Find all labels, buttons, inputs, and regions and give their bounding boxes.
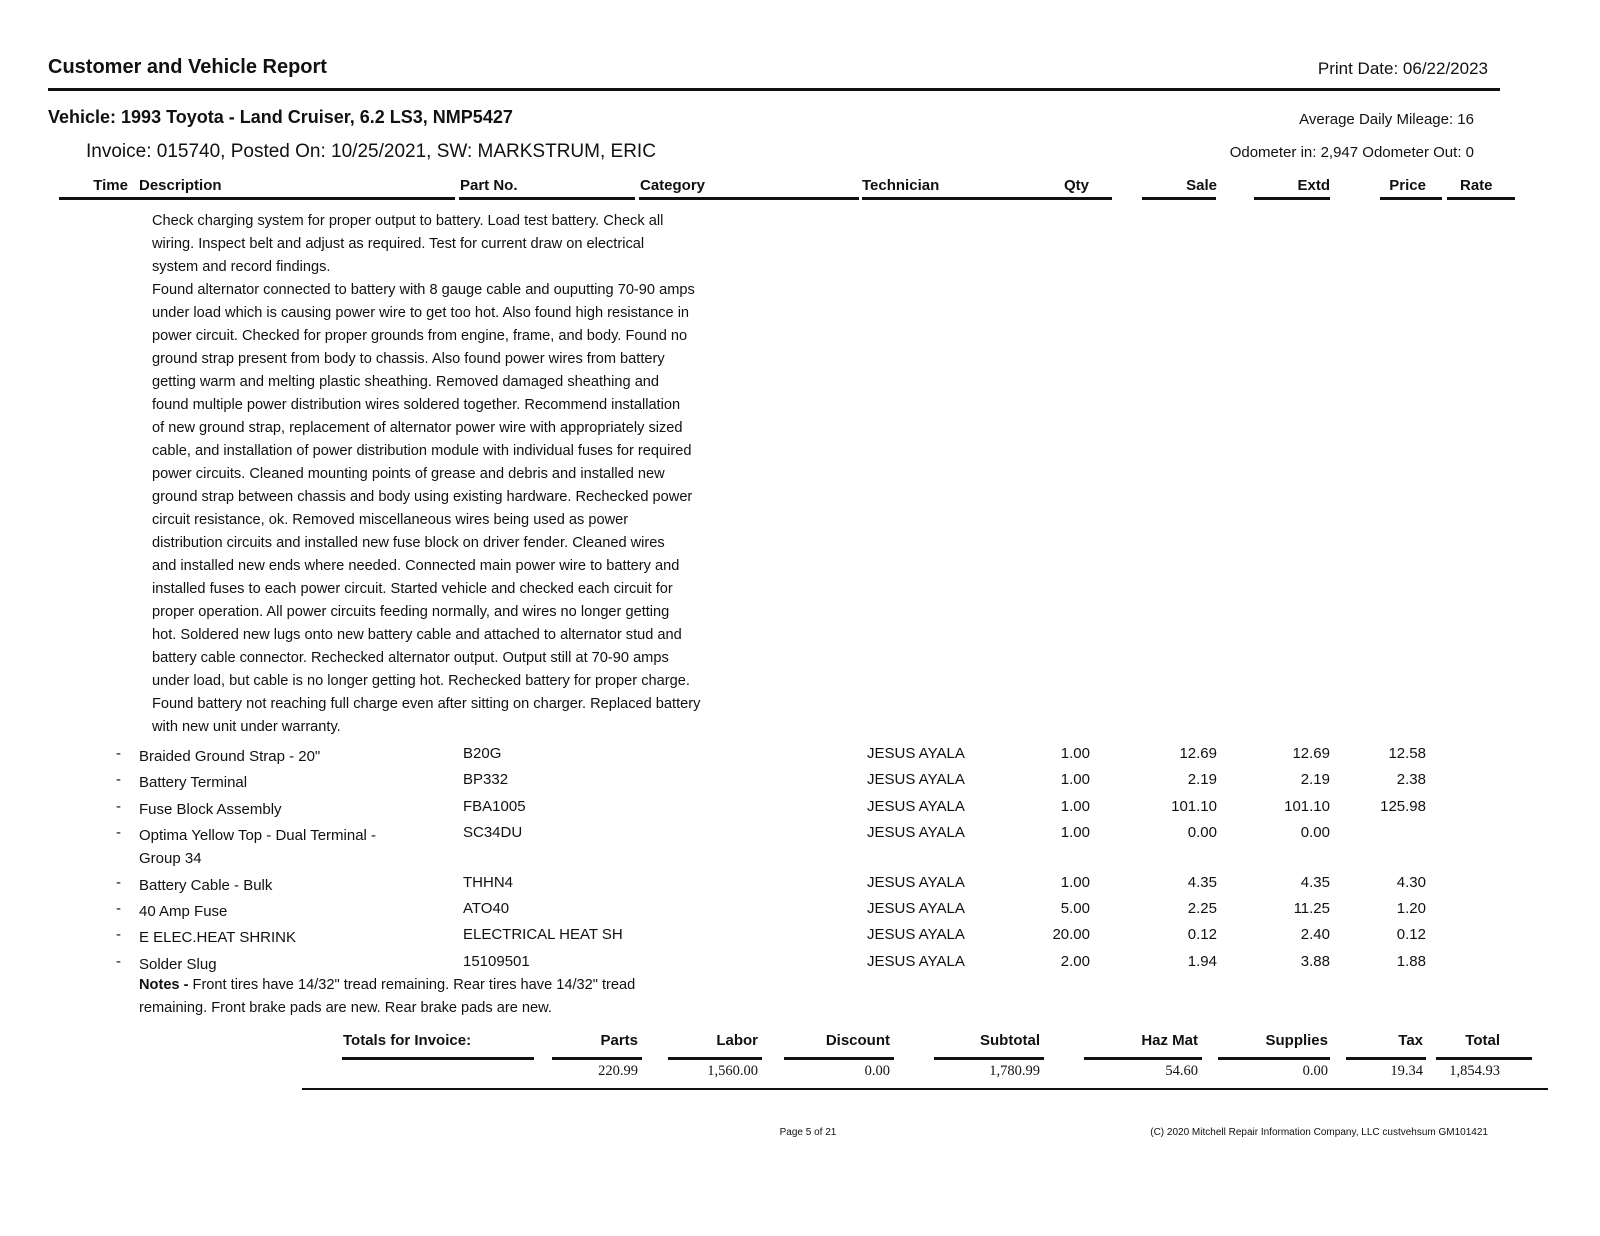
part-technician: JESUS AYALA <box>867 900 965 917</box>
part-extd: 2.40 <box>1300 926 1330 943</box>
description-line: installed fuses to each power circuit. Started vehicle and checked each circuit for <box>152 581 673 597</box>
totals-underline <box>552 1057 642 1060</box>
col-underline <box>639 197 859 200</box>
part-technician: JESUS AYALA <box>867 824 965 841</box>
part-technician: JESUS AYALA <box>867 874 965 891</box>
part-number: B20G <box>463 745 502 762</box>
part-number: THHN4 <box>463 874 514 891</box>
part-description-cont: Group 34 <box>139 850 202 867</box>
part-extd: 2.19 <box>1300 771 1330 788</box>
totals-bottom-rule <box>302 1088 1548 1090</box>
average-daily-mileage: Average Daily Mileage: 16 <box>1299 111 1474 128</box>
part-sale: 12.69 <box>1179 745 1217 762</box>
part-technician: JESUS AYALA <box>867 953 965 970</box>
part-number: ATO40 <box>463 900 510 917</box>
part-description: Battery Terminal <box>139 774 248 791</box>
description-line: Check charging system for proper output to battery. Load test battery. Check all <box>152 213 664 229</box>
description-line: cable, and installation of power distribution module with individual fuses for required <box>152 443 692 459</box>
copyright: (C) 2020 Mitchell Repair Information Company, LLC custvehsum GM101421 <box>1150 1127 1488 1138</box>
totals-v-supplies: 0.00 <box>1302 1063 1328 1079</box>
col-technician: Technician <box>862 177 940 194</box>
totals-label: Totals for Invoice: <box>343 1032 472 1049</box>
part-description: Battery Cable - Bulk <box>139 877 273 894</box>
description-line: circuit resistance, ok. Removed miscellaneous wires being used as power <box>152 512 629 528</box>
part-number: BP332 <box>463 771 509 788</box>
description-line: distribution circuits and installed new fuse block on driver fender. Cleaned wires <box>152 535 665 551</box>
table-row <box>0 771 1600 793</box>
totals-underline <box>1084 1057 1202 1060</box>
part-sale: 2.19 <box>1187 771 1217 788</box>
part-technician: JESUS AYALA <box>867 798 965 815</box>
totals-v-labor: 1,560.00 <box>707 1063 758 1079</box>
part-sale: 0.12 <box>1187 926 1217 943</box>
description-line: wiring. Inspect belt and adjust as required. Test for current draw on electrical <box>152 236 645 252</box>
totals-underline <box>668 1057 762 1060</box>
page-number: Page 5 of 21 <box>779 1127 837 1138</box>
description-line: of new ground strap, replacement of alternator power wire with appropriately sized <box>152 420 683 436</box>
vehicle-line: Vehicle: 1993 Toyota - Land Cruiser, 6.2 LS3, NMP5427 <box>48 107 513 127</box>
description-line: under load which is causing power wire to get too hot. Also found high resistance in <box>152 305 690 321</box>
col-underline <box>1380 197 1442 200</box>
part-sale: 101.10 <box>1171 798 1217 815</box>
part-description: E ELEC.HEAT SHRINK <box>139 929 296 946</box>
col-underline <box>1447 197 1515 200</box>
part-price: 1.88 <box>1396 953 1426 970</box>
totals-underline <box>342 1057 534 1060</box>
part-number: SC34DU <box>463 824 523 841</box>
totals-v-parts: 220.99 <box>598 1063 638 1079</box>
col-part-no: Part No. <box>460 177 518 194</box>
part-time: - <box>116 874 121 891</box>
part-description: Fuse Block Assembly <box>139 801 282 818</box>
col-underline <box>1142 197 1216 200</box>
totals-underline <box>1218 1057 1330 1060</box>
description-line: getting warm and melting plastic sheathing. Removed damaged sheathing and <box>152 374 660 390</box>
part-description: Braided Ground Strap - 20" <box>139 748 321 765</box>
totals-h-total: Total <box>1465 1032 1500 1049</box>
totals-underline <box>1346 1057 1426 1060</box>
part-qty: 20.00 <box>1052 926 1090 943</box>
report-title: Customer and Vehicle Report <box>48 56 327 78</box>
description-line: and installed new ends where needed. Connected main power wire to battery and <box>152 558 680 574</box>
part-description: Optima Yellow Top - Dual Terminal - <box>139 827 377 844</box>
part-price: 0.12 <box>1396 926 1426 943</box>
totals-h-subtotal: Subtotal <box>980 1032 1040 1049</box>
notes-line1: Front tires have 14/32" tread remaining. Rear tires have 14/32" tread <box>188 977 636 993</box>
col-description: Description <box>139 177 222 194</box>
table-row <box>0 745 1600 767</box>
notes-line2: remaining. Front brake pads are new. Rear brake pads are new. <box>139 1000 552 1016</box>
part-number: ELECTRICAL HEAT SH <box>463 926 623 943</box>
col-price: Price <box>1389 177 1426 194</box>
col-underline <box>862 197 1112 200</box>
description-line: hot. Soldered new lugs onto new battery cable and attached to alternator stud and <box>152 627 682 643</box>
part-number: 15109501 <box>463 953 530 970</box>
col-qty: Qty <box>1063 177 1089 194</box>
col-sale: Sale <box>1186 177 1217 194</box>
part-price: 4.30 <box>1396 874 1426 891</box>
part-description: Solder Slug <box>139 956 217 973</box>
notes-label: Notes - <box>139 977 189 993</box>
table-row <box>0 824 1600 867</box>
part-time: - <box>116 798 121 815</box>
totals-h-haz-mat: Haz Mat <box>1141 1032 1198 1049</box>
description-line: battery cable connector. Rechecked alternator output. Output still at 70-90 amps <box>152 650 669 666</box>
col-underline <box>1254 197 1330 200</box>
part-technician: JESUS AYALA <box>867 745 965 762</box>
part-sale: 1.94 <box>1187 953 1217 970</box>
part-extd: 12.69 <box>1292 745 1330 762</box>
part-time: - <box>116 926 121 943</box>
totals-v-total: 1,854.93 <box>1449 1063 1500 1079</box>
part-qty: 1.00 <box>1060 824 1090 841</box>
totals-underline <box>934 1057 1044 1060</box>
part-extd: 11.25 <box>1293 900 1330 917</box>
totals-h-parts: Parts <box>600 1032 638 1049</box>
odometer: Odometer in: 2,947 Odometer Out: 0 <box>1229 144 1474 161</box>
part-sale: 2.25 <box>1187 900 1217 917</box>
table-row <box>0 798 1600 820</box>
invoice-line: Invoice: 015740, Posted On: 10/25/2021, SW: MARKSTRUM, ERIC <box>86 141 656 162</box>
description-line: found multiple power distribution wires soldered together. Recommend installation <box>152 397 681 413</box>
part-sale: 0.00 <box>1187 824 1217 841</box>
part-extd: 4.35 <box>1300 874 1330 891</box>
part-qty: 5.00 <box>1060 900 1090 917</box>
description-line: with new unit under warranty. <box>152 719 341 735</box>
col-underline <box>459 197 635 200</box>
part-qty: 1.00 <box>1060 798 1090 815</box>
description-line: ground strap present from body to chassis. Also found power wires from battery <box>152 351 665 367</box>
description-line: power circuit. Checked for proper grounds from engine, frame, and body. Found no <box>152 328 688 344</box>
totals-h-tax: Tax <box>1398 1032 1423 1049</box>
table-row <box>0 874 1600 896</box>
notes <box>139 974 759 1020</box>
part-qty: 1.00 <box>1060 745 1090 762</box>
table-row <box>0 926 1600 948</box>
description-line: Found alternator connected to battery with 8 gauge cable and ouputting 70-90 amps <box>152 282 695 298</box>
part-extd: 0.00 <box>1300 824 1330 841</box>
print-date: Print Date: 06/22/2023 <box>1317 59 1488 78</box>
part-sale: 4.35 <box>1187 874 1217 891</box>
description-line: under load, but cable is no longer getting hot. Rechecked battery for proper charge. <box>152 673 690 689</box>
totals-v-subtotal: 1,780.99 <box>989 1063 1040 1079</box>
description-line: system and record findings. <box>152 259 331 275</box>
part-time: - <box>116 953 121 970</box>
totals-underline <box>784 1057 894 1060</box>
totals-v-discount: 0.00 <box>864 1063 890 1079</box>
totals-v-tax: 19.34 <box>1390 1063 1423 1079</box>
description-line: proper operation. All power circuits feeding normally, and wires no longer getting <box>152 604 670 620</box>
part-price: 1.20 <box>1396 900 1426 917</box>
col-time: Time <box>93 177 128 194</box>
table-row <box>0 900 1600 922</box>
part-qty: 1.00 <box>1060 771 1090 788</box>
part-time: - <box>116 900 121 917</box>
header-rule <box>48 88 1500 91</box>
part-time: - <box>116 745 121 762</box>
part-qty: 2.00 <box>1060 953 1090 970</box>
part-price: 2.38 <box>1396 771 1426 788</box>
totals-h-discount: Discount <box>825 1032 890 1049</box>
part-number: FBA1005 <box>463 798 526 815</box>
col-underline <box>59 197 455 200</box>
part-time: - <box>116 771 121 788</box>
description-line: power circuits. Cleaned mounting points of grease and debris and installed new <box>152 466 665 482</box>
labor-description <box>152 210 792 739</box>
totals-h-labor: Labor <box>716 1032 758 1049</box>
part-technician: JESUS AYALA <box>867 771 965 788</box>
part-description: 40 Amp Fuse <box>139 903 228 920</box>
col-extd: Extd <box>1297 177 1330 194</box>
totals-h-supplies: Supplies <box>1265 1032 1328 1049</box>
col-category: Category <box>640 177 706 194</box>
part-price: 12.58 <box>1388 745 1426 762</box>
totals-v-haz-mat: 54.60 <box>1165 1063 1198 1079</box>
col-rate: Rate <box>1460 177 1493 194</box>
description-line: Found battery not reaching full charge even after sitting on charger. Replaced battery <box>152 696 701 712</box>
part-extd: 3.88 <box>1300 953 1330 970</box>
part-extd: 101.10 <box>1284 798 1330 815</box>
description-line: ground strap between chassis and body using existing hardware. Rechecked power <box>152 489 693 505</box>
part-price: 125.98 <box>1380 798 1426 815</box>
totals-underline <box>1436 1057 1532 1060</box>
part-qty: 1.00 <box>1060 874 1090 891</box>
part-technician: JESUS AYALA <box>867 926 965 943</box>
part-time: - <box>116 824 121 841</box>
table-row <box>0 953 1600 975</box>
